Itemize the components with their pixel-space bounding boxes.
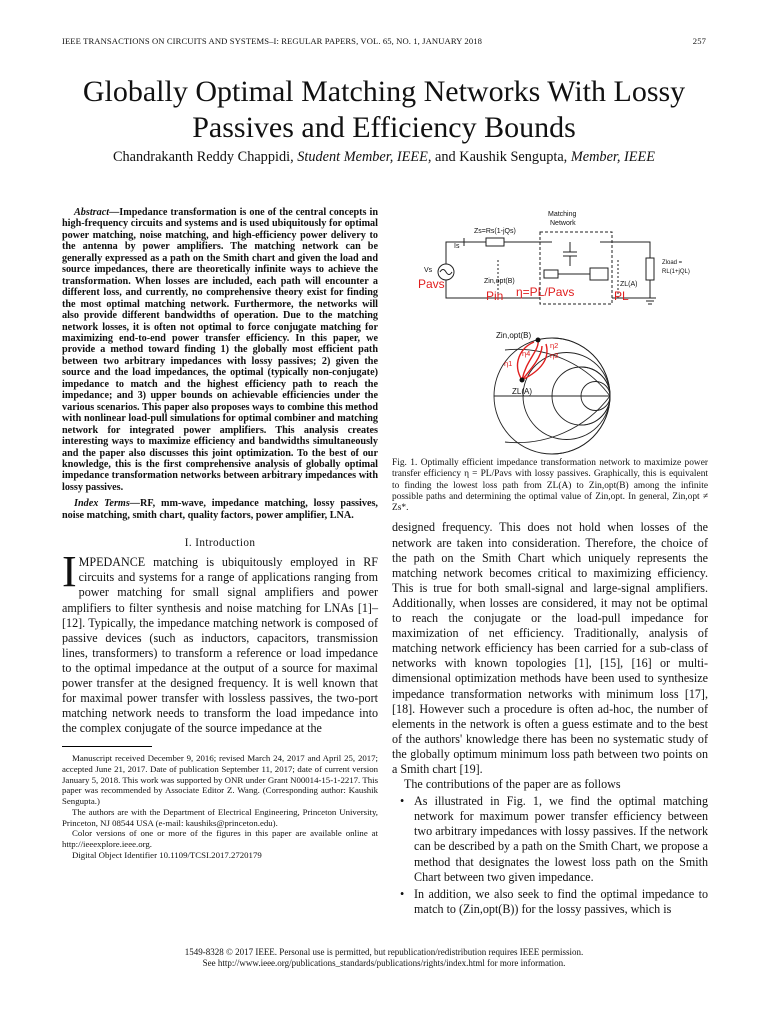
label-zload-1: Zload =	[662, 260, 683, 266]
label-pavs: Pavs	[418, 277, 445, 291]
point-b	[536, 338, 541, 343]
source-resistor	[486, 238, 504, 246]
journal-name: IEEE TRANSACTIONS ON CIRCUITS AND SYSTEMS–I: REGULAR PAPERS, VOL. 65, NO. 1, JANUARY 2018	[62, 36, 483, 46]
capacitor-symbol	[563, 242, 577, 266]
author-connector: and	[435, 149, 456, 165]
copyright-line-2: See http://www.ieee.org/publications_standards/publications/rights/index.html for more information.	[202, 958, 566, 968]
copyright-notice	[90, 947, 678, 969]
wire-top-left	[446, 242, 486, 264]
abstract-text: Impedance transformation is one of the central concepts in high-frequency circuits and systems and is used ubiquitously for optimal power matching, noise matching, and high-efficiency power delivery to the antenna by power amplifiers. The matching network can be generally expressed as a path on the Smith chart and given the load and source impedances, there are theoretically infinite ways to achieve the transformation. When losses are included, each path will encounter a different loss, and currently, no comprehensive theory exist for finding the most optimal matching network. Furthermore, the networks will also provide different bandwidths of operation. Due to the matching network losses, it is often not optimal to force conjugate matching for maximizing end-to-end power transfer efficiency. In this paper, we provide a method toward finding 1) the globally most efficient path between two arbitrary impedances with lossy passives; 2) given the source and the load impedances, the optimal (typically non-conjugate) impedance to match and the highest efficiency path to reach the impedance; and 3) upper bounds on achievable efficiencies under the various scenarios. This paper also proposes ways to combine this method with nonlinear load-pull simulations for optimal combiner and matching network for integrated power amplifiers. This analysis creates interesting ways to maximize efficiency and bandwidths simultaneously and the paper also discusses this joint optimization. To the best of our knowledge, this is the first comprehensive analysis of globally optimal impedance transformation networks between arbitrary impedances with lossy passives.	[62, 207, 378, 493]
transformer-symbol	[590, 268, 608, 280]
author-1: Chandrakanth Reddy Chappidi,	[112, 149, 294, 165]
footnote-affiliation: The authors are with the Department of Electrical Engineering, Princeton University, Princeton, NJ 08544 USA (e-mail: kaushiks@princeton.edu).	[62, 806, 378, 828]
author-1-role: Student Member, IEEE,	[297, 149, 432, 165]
abstract	[62, 207, 378, 493]
contribution-text-1: As illustrated in Fig. 1, we find the optimal matching network for maximum power transfer efficiency between two arbitrary impedances with lossy passives. If the network can be described by a path on the Smith Chart, we propose a method that designates the lowest loss path on the Smith Chart between two given impedance.	[414, 794, 708, 884]
right-paragraph-1: designed frequency. This does not hold when losses of the network are taken into consideration. Therefore, the choice of the path on the Smith Chart which uniquely represents the matching network becomes critical to maximizing efficiency. This is true for both small-signal and large-signal amplifiers. Additionally, when losses are considered, it may not be optimal to reach the conjugate or the load-pull impedance for maximization of net efficiency. Traditionally, analysis of matching network efficiency has been carried for a sub-class of networks with known topologies [1], [15], [16] or multi-dimensional optimization methods have been used to synthesize impedance transformation networks with minimum loss [17], [18]. However such a procedure is often ad-hoc, the number of elements in the network is often a guess estimate and to the best of the authors' knowledge there has been no systematic study of the globally optimum minimum loss path between two points on a Smith chart [19].	[392, 520, 708, 776]
label-vs: Vs	[424, 267, 433, 274]
running-head	[62, 36, 706, 46]
label-eta-3: η3	[550, 351, 559, 360]
label-zs: Zs=Rs(1-jQs)	[474, 228, 516, 235]
bullet-icon: •	[400, 794, 405, 809]
smith-label-zl: ZL(A)	[512, 387, 532, 396]
abstract-lead: Abstract—	[74, 207, 120, 218]
section-heading-introduction: I. Introduction	[184, 537, 256, 550]
smith-label-zin: Zin,opt(B)	[496, 331, 532, 340]
path-eta-4	[522, 340, 538, 380]
title-line-2: Passives and Efficiency Bounds	[192, 111, 576, 144]
contribution-text-2: In addition, we also seek to find the optimal impedance to match to (Zin,opt(B)) for the lossy passives, which is	[414, 886, 708, 916]
copyright-line-1: 1549-8328 © 2017 IEEE. Personal use is permitted, but republication/redistribution requires IEEE permission.	[184, 947, 584, 957]
label-efficiency: η=PL/Pavs	[516, 285, 575, 299]
left-column	[62, 207, 378, 860]
index-terms	[62, 498, 378, 521]
label-eta-2: η2	[550, 341, 559, 350]
label-zload-2: RL(1+jQL)	[662, 269, 690, 275]
wire-to-load-top	[612, 242, 650, 258]
point-a	[520, 378, 525, 383]
footnote-divider	[62, 746, 152, 747]
label-eta-4: η4	[522, 349, 531, 358]
contribution-item-1	[392, 794, 708, 885]
label-is: Is	[454, 243, 460, 250]
label-pin: Pin	[486, 289, 504, 303]
footnote-doi: Digital Object Identifier 10.1109/TCSI.2017.2720179	[72, 849, 262, 860]
footnote-color: Color versions of one or more of the figures in this paper are available online at http://ieeexplore.ieee.org.	[62, 828, 378, 849]
right-paragraph-2: The contributions of the paper are as follows	[404, 777, 621, 792]
intro-paragraph-text: MPEDANCE matching is ubiquitously employed in RF circuits and systems for a range of applications ranging from power matching for small signal amplifiers and power amplifiers to filter synthesis and noise matching for LNAs [1]–[12]. Typically, the impedance matching network is composed of passive devices (such as inductors, capacitors, transmission lines, transformers) to transform a reference or load impedance to the optimal impedance at the output of a source for maximal power transfer at the designed frequency. It is well known that for maximal power transfer with lossless passives, the two-port matching network needs to transform the load impedance into the complex conjugate of the source impedance at the	[62, 555, 378, 736]
index-terms-lead: Index Terms—	[74, 498, 140, 510]
intro-paragraph	[62, 547, 378, 736]
tline-symbol	[544, 270, 558, 278]
ground-symbol	[644, 298, 656, 304]
figure-1-diagram	[392, 200, 708, 458]
author-2: Kaushik Sengupta,	[459, 149, 568, 165]
label-zin-opt: Zin,opt(B)	[484, 278, 515, 285]
page-number: 257	[692, 36, 706, 46]
label-pl: PL	[614, 289, 629, 303]
author-2-role: Member, IEEE	[570, 149, 656, 165]
drop-cap: I	[62, 547, 77, 597]
footnotes	[62, 753, 378, 860]
sine-wave-symbol	[440, 270, 452, 275]
label-eta-1: η1	[504, 359, 513, 368]
figure-1	[392, 200, 708, 458]
paper-title	[40, 74, 728, 146]
bullet-icon: •	[400, 886, 405, 901]
title-line-1: Globally Optimal Matching Networks With Lossy	[82, 75, 686, 108]
footnote-manuscript: Manuscript received December 9, 2016; revised March 24, 2017 and April 25, 2017; accepted June 21, 2017. Date of publication September 11, 2017; date of current version January 5, 2018. This work was supported by ONR under Grant N00014-15-1-2217. This paper was recommended by Associate Editor Z. Wang. (Corresponding author: Kaushik Sengupta.)	[62, 753, 378, 807]
load-resistor	[646, 258, 654, 280]
label-zl: ZL(A)	[620, 281, 638, 288]
author-line	[40, 149, 728, 166]
contributions-list	[392, 794, 708, 917]
right-column	[392, 200, 708, 919]
contribution-item-2	[392, 887, 708, 917]
index-terms-text: RF, mm-wave, impedance matching, lossy passives, noise matching, smith chart, quality factors, power amplifier, LNA.	[62, 498, 378, 521]
label-matching: Matching	[548, 211, 577, 218]
figure-1-caption: Fig. 1. Optimally efficient impedance transformation network to maximize power transfer efficiency η = PL/Pavs with lossy passives. Graphically, this is equivalent to finding the lowest loss path from ZL(A) to Zin,opt(B) among the infinite possible paths and determining the optimal value of Zin,opt. In general, Zin,opt ≠ Zs*.	[392, 458, 708, 514]
label-network: Network	[550, 220, 576, 227]
